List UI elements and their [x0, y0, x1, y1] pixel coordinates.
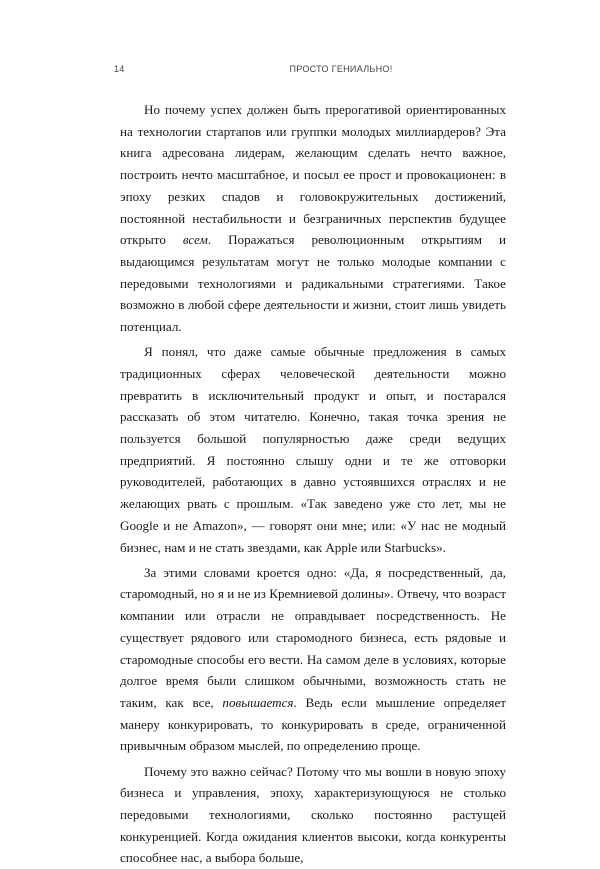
page-number: 14: [114, 64, 125, 74]
body-text: [120, 99, 506, 869]
paragraph: За этими словами кроется одно: «Да, я посредственный, да, старомодный, но я и не из Кремниевой долины». Отвечу, что возраст компании или отрасли не оправдывает посредственность. Не существует рядового или старомодного бизнеса, есть рядовые и старомодные способы его вести. На самом деле в условиях, которые долгое время были слишком обычными, возможность стать не таким, как все, повышается. Ведь если мышление определяет манеру конкурировать, то конкурировать в среде, ограниченной привычным образом мыслей, по определению проще.: [120, 564, 506, 754]
running-head: [114, 64, 514, 78]
emphasis-text: повышается: [222, 694, 294, 710]
emphasis-text: всем: [182, 232, 208, 248]
paragraph: Но почему успех должен быть прерогативой ориентированных на технологии стартапов или группки молодых миллиардеров? Эта книга адресована лидерам, желающим сделать нечто важное, построить нечто масштабное, и посыл ее прост и провокационен: в эпоху резких спадов и головокружительных достижений, постоянной нестабильности и безграничных перспектив будущее открыто всем. Поражаться революционным открытиям и выдающимся результатам могут не только молодые компании с передовыми технологиями и радикальными стратегиями. Такое возможно в любой сфере деятельности и жизни, стоит лишь увидеть потенциал.: [120, 102, 506, 335]
paragraph: Я понял, что даже самые обычные предложения в самых традиционных сферах человеческой деятельности можно превратить в исключительный продукт и опыт, и постарался рассказать об этом читателю. Конечно, такая точка зрения не пользуется большой популярностью даже среди ведущих предприятий. Я постоянно слышу одни и те же отговорки руководителей, работающих в давно устоявшихся отраслях и не желающих рвать с прошлым. «Так заведено уже сто лет, мы не Google и не Amazon», — говорят они мне; или: «У нас не модный бизнес, нам и не стать звездами, как Apple или Starbucks».: [120, 344, 506, 555]
paragraph: Почему это важно сейчас? Потому что мы вошли в новую эпоху бизнеса и управления, эпоху, характеризующуюся не столько передовыми технологиями, сколько постоянно растущей конкуренцией. Когда ожидания клиентов высоки, когда конкуренты способнее нас, а выбора больше,: [120, 763, 506, 866]
running-title: ПРОСТО ГЕНИАЛЬНО!: [289, 64, 393, 74]
